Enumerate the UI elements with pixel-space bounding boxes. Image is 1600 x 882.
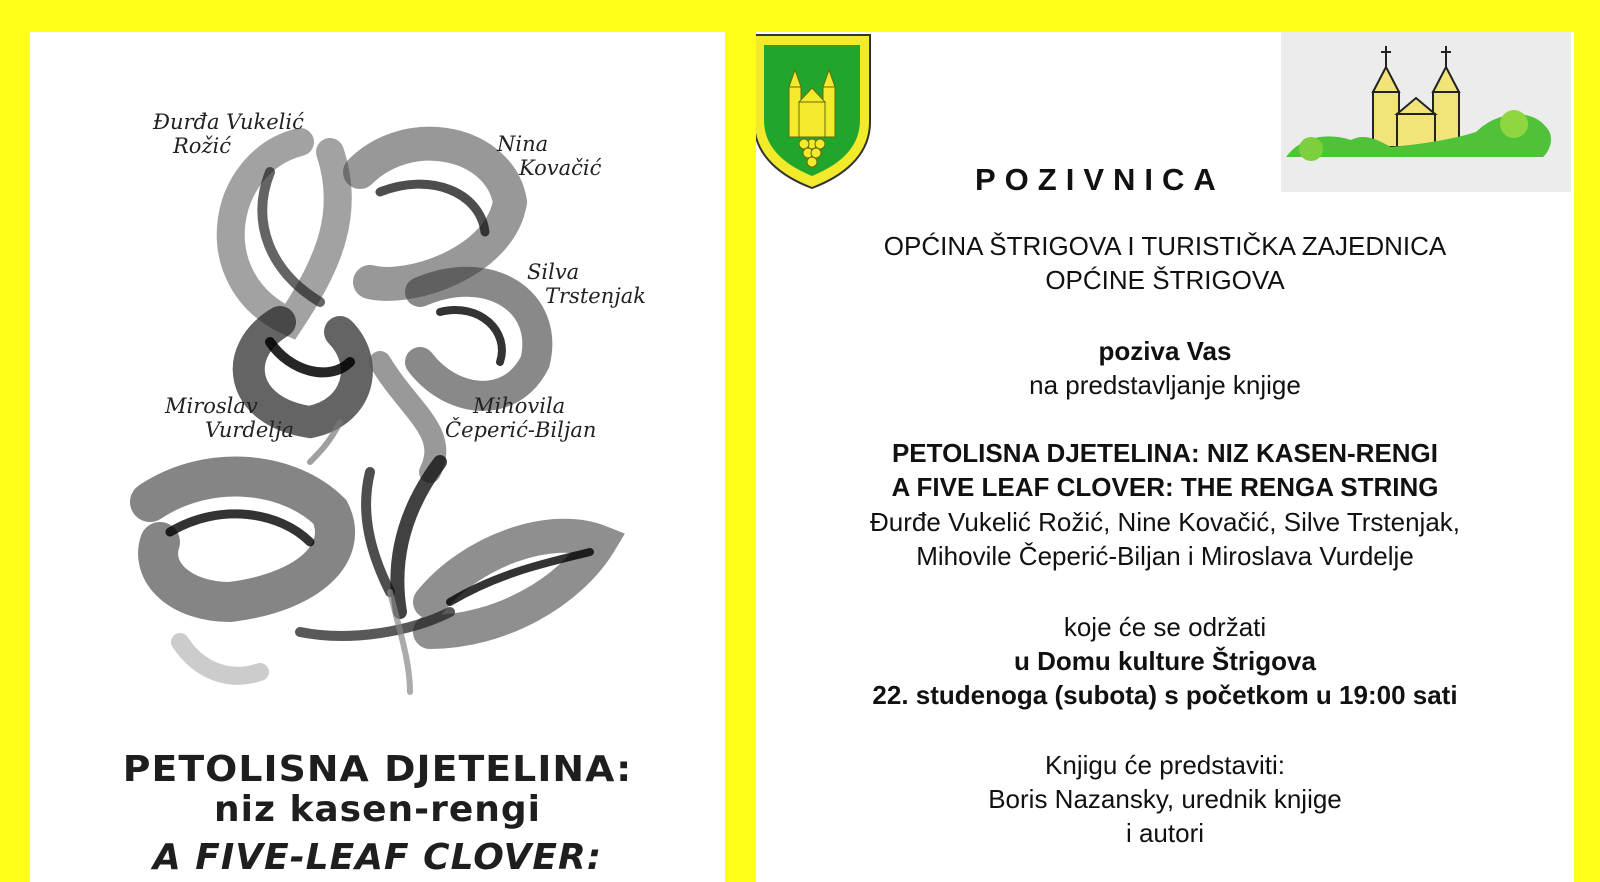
author-label-durda bbox=[153, 110, 304, 158]
when-intro: koje će se održati bbox=[1063, 612, 1267, 642]
author-name-line: Silva bbox=[527, 260, 580, 284]
presenter-1: Boris Nazansky, urednik knjige bbox=[988, 784, 1342, 814]
invites-text: poziva Vas bbox=[1098, 336, 1232, 366]
author-label-mihovila bbox=[445, 394, 596, 442]
author-name-line: Trstenjak bbox=[545, 284, 646, 308]
author-label-nina bbox=[497, 132, 601, 180]
organizer-line-2: OPĆINE ŠTRIGOVA bbox=[1045, 265, 1285, 295]
author-label-miroslav bbox=[165, 394, 294, 442]
author-name-line: Đurđa Vukelić bbox=[153, 110, 304, 134]
cover-subtitle-hr: niz kasen-rengi bbox=[213, 789, 541, 830]
datetime-text: 22. studenoga (subota) s početkom u 19:00 sati bbox=[872, 680, 1458, 710]
cover-title-en: A FIVE-LEAF CLOVER: bbox=[152, 837, 603, 878]
coat-of-arms-icon bbox=[756, 32, 873, 190]
author-name-line: Rožić bbox=[173, 134, 231, 158]
presenters-intro: Knjigu će predstaviti: bbox=[1045, 750, 1285, 780]
author-name-line: Nina bbox=[497, 132, 549, 156]
author-name-line: Vurdelja bbox=[205, 418, 295, 442]
venue-text: u Domu kulture Štrigova bbox=[1014, 646, 1316, 676]
authors-line-1: Đurđe Vukelić Rožić, Nine Kovačić, Silve Trstenjak, bbox=[869, 507, 1461, 537]
cover-title-hr: PETOLISNA DJETELINA: bbox=[122, 749, 633, 790]
church-logo-icon bbox=[1281, 32, 1571, 192]
invitation-card bbox=[756, 32, 1574, 882]
book-title-en: A FIVE LEAF CLOVER: THE RENGA STRING bbox=[891, 472, 1439, 502]
authors-line-2: Mihovile Čeperić-Biljan i Miroslava Vurdelje bbox=[916, 541, 1414, 571]
church-logo bbox=[1281, 32, 1571, 192]
invitation-heading: POZIVNICA bbox=[975, 162, 1225, 197]
book-cover bbox=[30, 32, 725, 882]
author-name-line: Miroslav bbox=[165, 394, 258, 418]
organizer-line-1: OPĆINA ŠTRIGOVA I TURISTIČKA ZAJEDNICA bbox=[883, 231, 1447, 261]
presenter-2: i autori bbox=[1125, 818, 1205, 848]
cover-title-block bbox=[30, 750, 725, 878]
invites-to-text: na predstavljanje knjige bbox=[1029, 370, 1301, 400]
author-label-silva bbox=[527, 260, 646, 308]
book-title-hr: PETOLISNA DJETELINA: NIZ KASEN-RENGI bbox=[891, 438, 1439, 468]
author-name-line: Kovačić bbox=[519, 156, 602, 180]
author-name-line: Čeperić-Biljan bbox=[445, 418, 597, 442]
clover-ink-artwork bbox=[30, 32, 725, 732]
author-name-line: Mihovila bbox=[473, 394, 566, 418]
